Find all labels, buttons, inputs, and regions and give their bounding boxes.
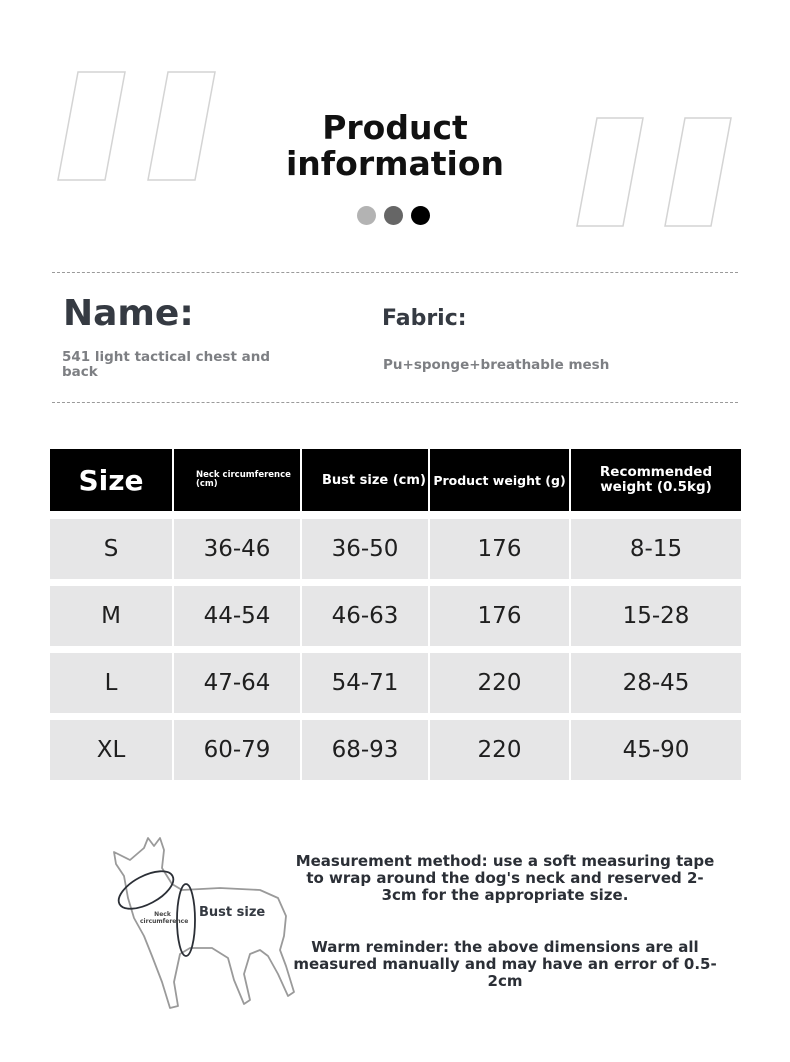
cell-size: XL <box>50 720 174 780</box>
cell-weight: 176 <box>430 519 571 579</box>
cell-neck: 60-79 <box>174 720 302 780</box>
fabric-value: Pu+sponge+breathable mesh <box>383 357 610 373</box>
header-neck: Neck circumference (cm) <box>174 449 302 511</box>
cell-size: L <box>50 653 174 713</box>
divider-bottom <box>52 402 738 403</box>
table-row <box>50 653 741 713</box>
page-title <box>0 110 790 182</box>
name-label: Name: <box>63 293 194 334</box>
fabric-label: Fabric: <box>382 306 467 331</box>
header-bust: Bust size (cm) <box>302 449 430 511</box>
title-line-2: information <box>285 144 504 183</box>
measurement-note: Measurement method: use a soft measuring tape to wrap around the dog's neck and reserved 2-3cm for the appropriate size. <box>295 852 715 904</box>
cell-weight: 220 <box>430 720 571 780</box>
dot-light-gray <box>357 206 376 225</box>
cell-bust: 36-50 <box>302 519 430 579</box>
header-size: Size <box>50 449 174 511</box>
cell-size: S <box>50 519 174 579</box>
cell-bust: 54-71 <box>302 653 430 713</box>
table-header <box>50 449 741 511</box>
divider-top <box>52 272 738 273</box>
cell-size: M <box>50 586 174 646</box>
dot-dark-gray <box>384 206 403 225</box>
table-row <box>50 720 741 780</box>
cell-weight: 220 <box>430 653 571 713</box>
name-value: 541 light tactical chest and back <box>62 349 270 380</box>
reminder-note: Warm reminder: the above dimensions are all measured manually and may have an error of 0.5-2cm <box>293 938 717 990</box>
table-row <box>50 519 741 579</box>
neck-circumference-label: Neck circumference <box>140 911 189 925</box>
cell-neck: 44-54 <box>174 586 302 646</box>
cell-recommended: 45-90 <box>571 720 741 780</box>
bust-size-label: Bust size <box>199 905 266 920</box>
dot-black <box>411 206 430 225</box>
cell-bust: 68-93 <box>302 720 430 780</box>
color-dots <box>357 206 430 225</box>
cell-bust: 46-63 <box>302 586 430 646</box>
cell-recommended: 15-28 <box>571 586 741 646</box>
header-weight: Product weight (g) <box>430 449 571 511</box>
cell-weight: 176 <box>430 586 571 646</box>
cell-neck: 47-64 <box>174 653 302 713</box>
cell-recommended: 8-15 <box>571 519 741 579</box>
cell-recommended: 28-45 <box>571 653 741 713</box>
title-line-1: Product <box>322 108 468 147</box>
dog-illustration <box>100 832 300 1022</box>
header-recommended: Recommended weight (0.5kg) <box>599 464 713 495</box>
size-table <box>50 449 741 780</box>
table-row <box>50 586 741 646</box>
cell-neck: 36-46 <box>174 519 302 579</box>
